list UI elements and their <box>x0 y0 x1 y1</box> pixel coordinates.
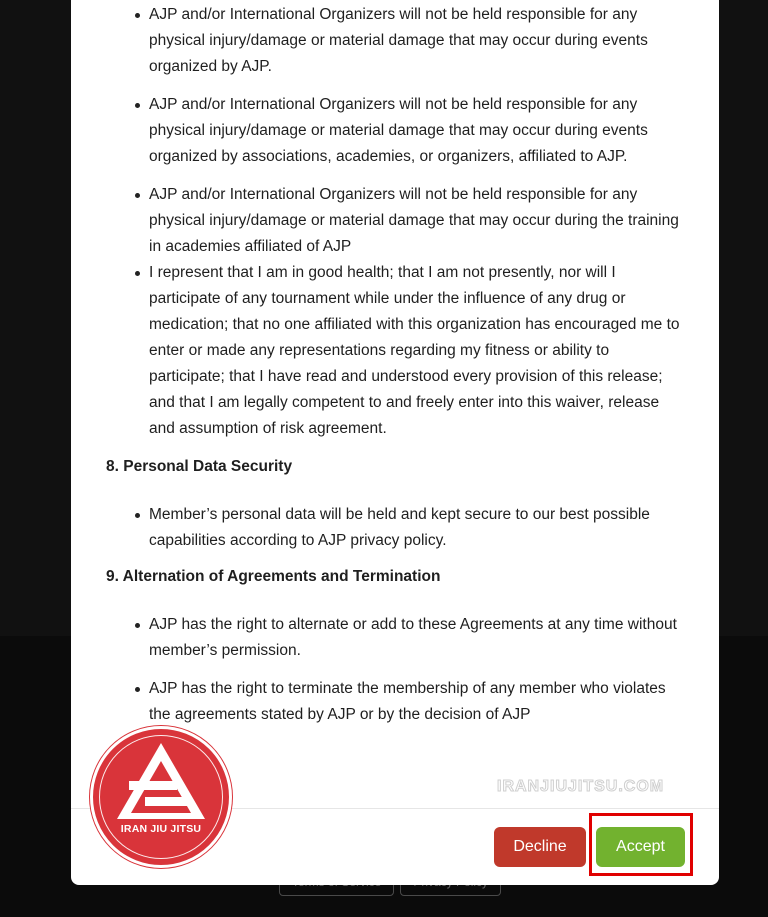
liability-bullets <box>71 2 719 442</box>
list-item: AJP and/or International Organizers will not be held responsible for any physical injury/damage or material damage that may occur during events organized by AJP. <box>71 2 719 80</box>
alternation-bullets <box>71 612 719 728</box>
list-item: AJP and/or International Organizers will not be held responsible for any physical injury/damage or material damage that may occur during events organized by associations, academies, or organizers, affiliated to AJP. <box>71 92 719 170</box>
list-item: AJP has the right to terminate the membership of any member who violates the agreements stated by AJP or by the decision of AJP <box>71 676 719 728</box>
section-heading-personal-data: 8. Personal Data Security <box>106 458 293 475</box>
list-item: AJP has the right to alternate or add to these Agreements at any time without member’s permission. <box>71 612 719 664</box>
iran-jiu-jitsu-logo <box>90 726 232 868</box>
accept-button[interactable]: Accept <box>596 827 685 867</box>
list-item: I represent that I am in good health; that I am not presently, nor will I participate of any tournament while under the influence of any drug or medication; that no one affiliated with this organization has encouraged me to enter or made any representations regarding my fitness or ability to participate; that I have read and understood every provision of this release; and that I am legally competent to and freely enter into this waiver, release and assumption of risk agreement. <box>71 260 719 442</box>
watermark-text: IRANJIUJITSU.COM <box>497 778 665 795</box>
logo-text: IRAN JIU JITSU <box>120 823 202 835</box>
personal-data-bullets <box>71 502 719 554</box>
section-heading-alternation: 9. Alternation of Agreements and Termination <box>106 568 441 585</box>
list-item: AJP and/or International Organizers will not be held responsible for any physical injury/damage or material damage that may occur during the training in academies affiliated of AJP <box>71 182 719 260</box>
decline-button[interactable]: Decline <box>494 827 586 867</box>
list-item: Member’s personal data will be held and kept secure to our best possible capabilities according to AJP privacy policy. <box>71 502 719 554</box>
agreement-scroll-body[interactable] <box>71 0 719 808</box>
logo-emblem-icon <box>115 741 207 823</box>
accept-highlight-box <box>589 813 693 876</box>
